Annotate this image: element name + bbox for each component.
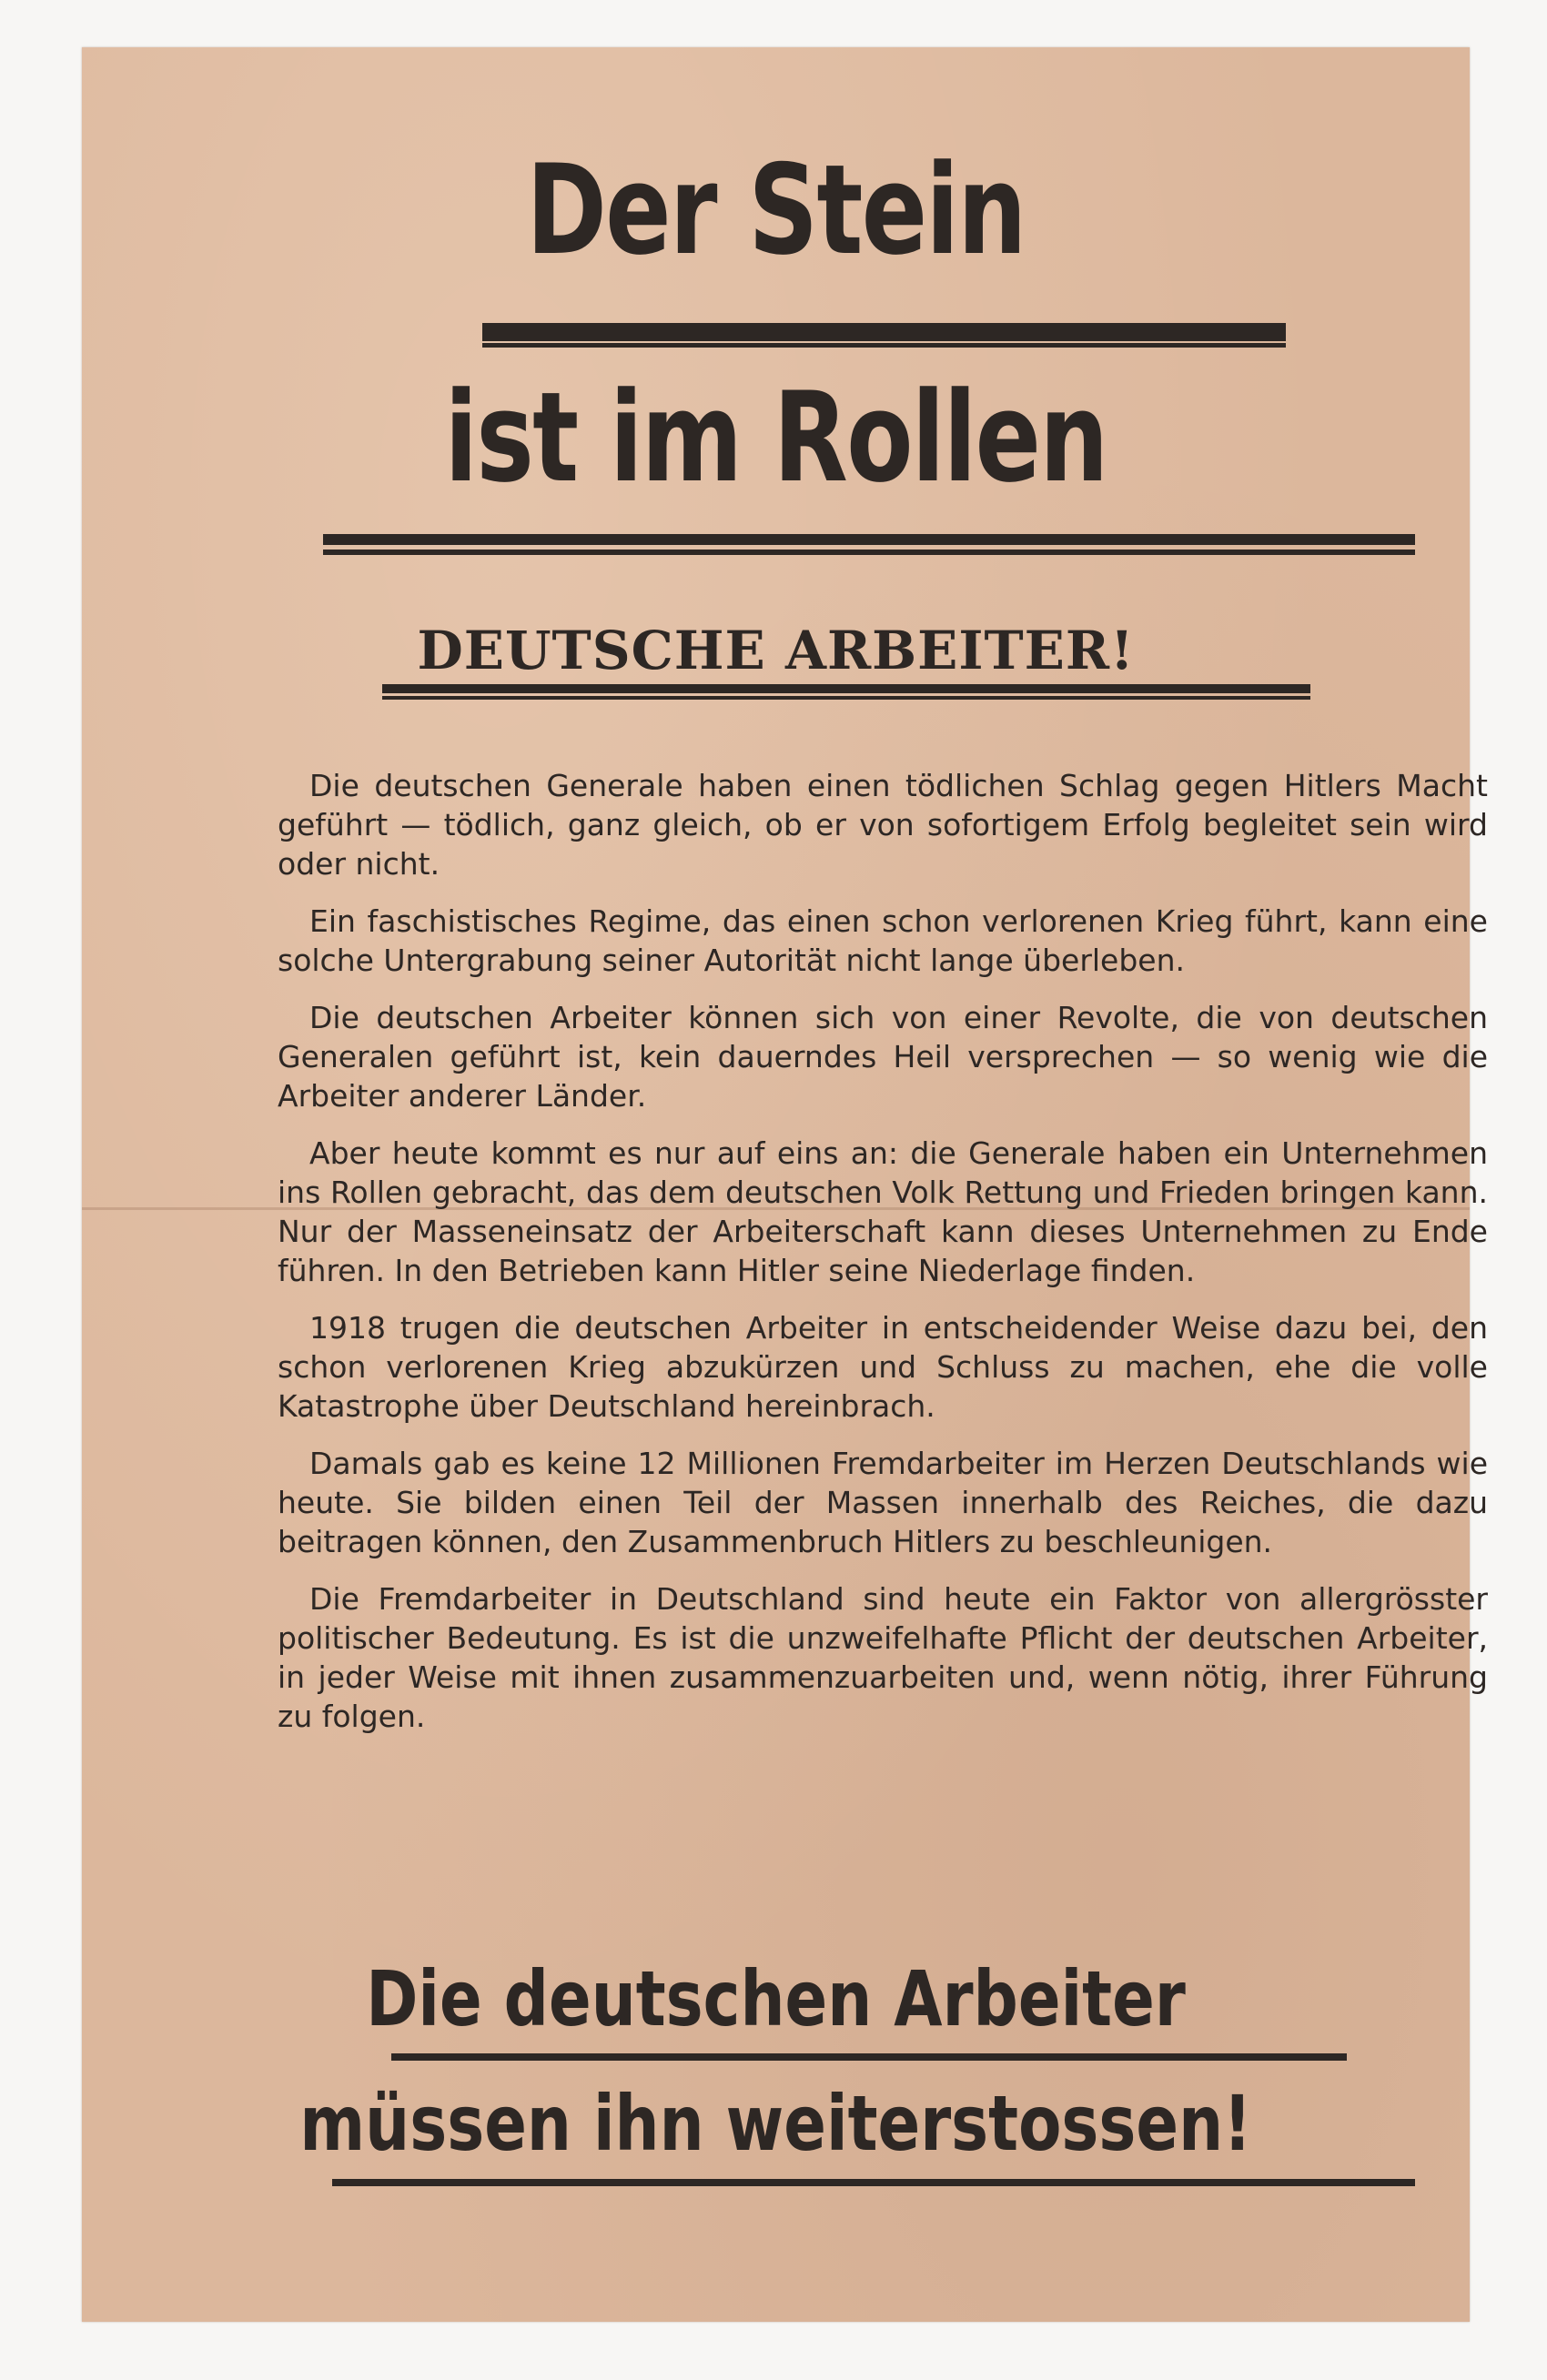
title-line-2: ist im Rollen [444,364,1107,510]
closing-line-2: müssen ihn weiterstossen! [299,2079,1252,2168]
title-underline-2 [323,534,1415,545]
subheading-underline [382,684,1310,693]
paragraph: Die deutschen Arbeiter können sich von einer Revolte, die von deutschen Generalen geführt ist, kein dauerndes Heil versprechen — so wenig wie die Arbeiter anderer Länder. [278,1000,1488,1114]
paragraph: Die deutschen Generale haben einen tödlichen Schlag gegen Hitlers Macht geführt — tödlich, ganz gleich, ob er von sofortigem Erfolg begleitet sein wird oder nicht. [278,768,1488,882]
paragraph: Aber heute kommt es nur auf eins an: die Generale haben ein Unternehmen ins Rollen gebracht, das dem deutschen Volk Rettung und Frieden bringen kann. Nur der Masseneinsatz der Arbeiterschaft kann dieses Unternehmen zu Ende führen. In den Betrieben kann Hitler seine Niederlage finden. [278,1135,1488,1288]
closing-line-1: Die deutschen Arbeiter [366,1954,1186,2043]
title-underline-1 [482,323,1286,341]
closing-underline-2 [332,2179,1415,2186]
title-underline-2-thin [323,550,1415,555]
closing-underline-1 [391,2053,1347,2061]
body-text [278,766,1488,1754]
title-line-1: Der Stein [526,136,1026,283]
paragraph: Ein faschistisches Regime, das einen schon verlorenen Krieg führt, kann eine solche Untergrabung seiner Autorität nicht lange überleben. [278,903,1488,978]
subheading: DEUTSCHE ARBEITER! [417,620,1135,681]
title-underline-1-thin [482,343,1286,348]
subheading-underline-thin [382,696,1310,700]
paragraph: Die Fremdarbeiter in Deutschland sind heute ein Faktor von allergrösster politischer Bedeutung. Es ist die unzweifelhafte Pflicht der deutschen Arbeiter, in jeder Weise mit ihnen zusammenzuarbeiten und, wenn nötig, ihrer Führung zu folgen. [278,1581,1488,1734]
paragraph: Damals gab es keine 12 Millionen Fremdarbeiter im Herzen Deutschlands wie heute. Sie bilden einen Teil der Massen innerhalb des Reiches, die dazu beitragen können, den Zusammenbruch Hitlers zu beschleunigen. [278,1446,1488,1559]
leaflet-sheet [82,47,1488,2322]
paragraph: 1918 trugen die deutschen Arbeiter in entscheidender Weise dazu bei, den schon verlorenen Krieg abzukürzen und Schluss zu machen, ehe die volle Katastrophe über Deutschland hereinbrach. [278,1310,1488,1424]
